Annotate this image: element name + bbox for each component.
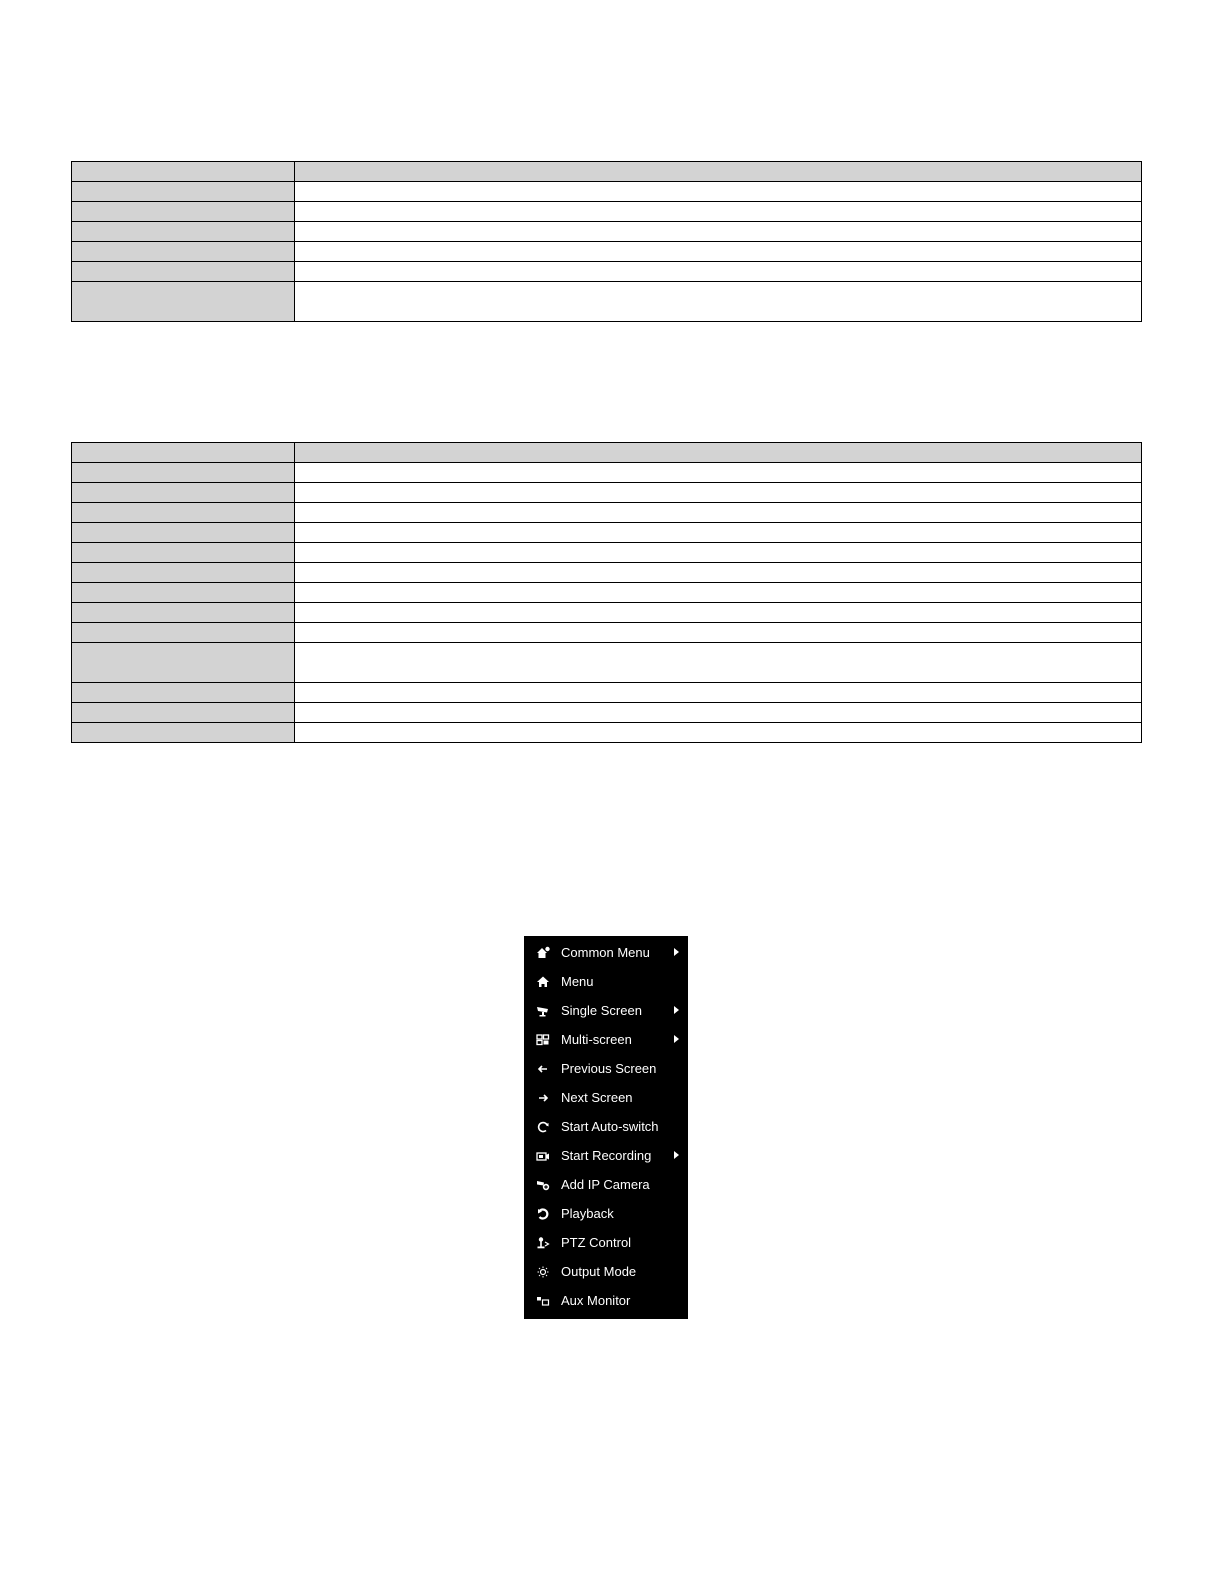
table-row bbox=[72, 202, 1142, 222]
table-row bbox=[72, 703, 1142, 723]
table-value-cell bbox=[295, 262, 1142, 282]
table-row bbox=[72, 643, 1142, 683]
arrow-left-icon bbox=[536, 1062, 550, 1076]
home-icon bbox=[536, 975, 550, 989]
submenu-arrow-icon bbox=[674, 1151, 679, 1159]
add-camera-icon bbox=[536, 1178, 550, 1192]
table-value-cell bbox=[295, 483, 1142, 503]
table-row bbox=[72, 463, 1142, 483]
table-row bbox=[72, 523, 1142, 543]
table-value-cell bbox=[295, 603, 1142, 623]
table-row bbox=[72, 262, 1142, 282]
refresh-icon bbox=[536, 1120, 550, 1134]
camera-icon bbox=[536, 1004, 550, 1018]
menu-item-next-screen[interactable] bbox=[524, 1083, 688, 1112]
table-key-cell bbox=[72, 523, 295, 543]
table-key-cell bbox=[72, 543, 295, 563]
table-header-row bbox=[72, 443, 1142, 463]
table-key-cell bbox=[72, 703, 295, 723]
menu-item-start-recording[interactable] bbox=[524, 1141, 688, 1170]
table-key-cell bbox=[72, 643, 295, 683]
table-row bbox=[72, 222, 1142, 242]
table-value-cell bbox=[295, 182, 1142, 202]
table-row bbox=[72, 683, 1142, 703]
context-menu bbox=[524, 936, 688, 1319]
playback-icon bbox=[536, 1207, 550, 1221]
menu-item-output-mode[interactable] bbox=[524, 1257, 688, 1286]
multi-screen-icon bbox=[536, 1033, 550, 1047]
menu-item-single-screen[interactable] bbox=[524, 996, 688, 1025]
table-value-cell bbox=[295, 543, 1142, 563]
table-row bbox=[72, 623, 1142, 643]
table-row bbox=[72, 583, 1142, 603]
table-row bbox=[72, 503, 1142, 523]
arrow-right-icon bbox=[536, 1091, 550, 1105]
table-value-cell bbox=[295, 623, 1142, 643]
menu-item-ptz-control[interactable] bbox=[524, 1228, 688, 1257]
ptz-icon bbox=[536, 1236, 550, 1250]
table-row bbox=[72, 723, 1142, 743]
aux-monitor-icon bbox=[536, 1294, 550, 1308]
table-key-cell bbox=[72, 723, 295, 743]
record-icon bbox=[536, 1149, 550, 1163]
menu-item-label: Previous Screen bbox=[561, 1061, 657, 1076]
submenu-arrow-icon bbox=[674, 1006, 679, 1014]
table-value-cell bbox=[295, 202, 1142, 222]
table-key-cell bbox=[72, 222, 295, 242]
menu-item-multi-screen[interactable] bbox=[524, 1025, 688, 1054]
table-value-cell bbox=[295, 643, 1142, 683]
menu-item-label: Aux Monitor bbox=[561, 1293, 631, 1308]
menu-item-label: Start Auto-switch bbox=[561, 1119, 659, 1134]
table-row bbox=[72, 182, 1142, 202]
menu-item-start-auto-switch[interactable] bbox=[524, 1112, 688, 1141]
table-key-cell bbox=[72, 563, 295, 583]
table-value-cell bbox=[295, 723, 1142, 743]
menu-item-previous-screen[interactable] bbox=[524, 1054, 688, 1083]
submenu-arrow-icon bbox=[674, 1035, 679, 1043]
common-menu-icon bbox=[536, 946, 550, 960]
menu-item-label: Playback bbox=[561, 1206, 614, 1221]
table-key-cell bbox=[72, 282, 295, 322]
table-header-cell bbox=[295, 443, 1142, 463]
table-key-cell bbox=[72, 483, 295, 503]
table-row bbox=[72, 563, 1142, 583]
menu-item-label: Add IP Camera bbox=[561, 1177, 650, 1192]
menu-item-label: Multi-screen bbox=[561, 1032, 632, 1047]
table-value-cell bbox=[295, 503, 1142, 523]
menu-item-label: Next Screen bbox=[561, 1090, 633, 1105]
table-key-cell bbox=[72, 242, 295, 262]
sun-icon bbox=[536, 1265, 550, 1279]
table-row bbox=[72, 543, 1142, 563]
submenu-arrow-icon bbox=[674, 948, 679, 956]
menu-item-label: Single Screen bbox=[561, 1003, 642, 1018]
table-2 bbox=[71, 442, 1142, 743]
table-key-cell bbox=[72, 623, 295, 643]
table-value-cell bbox=[295, 583, 1142, 603]
table-header-cell bbox=[72, 443, 295, 463]
table-row bbox=[72, 483, 1142, 503]
table-key-cell bbox=[72, 503, 295, 523]
table-header-row bbox=[72, 162, 1142, 182]
table-row bbox=[72, 603, 1142, 623]
table-header-cell bbox=[72, 162, 295, 182]
menu-item-aux-monitor[interactable] bbox=[524, 1286, 688, 1315]
menu-item-label: Start Recording bbox=[561, 1148, 652, 1163]
table-header-cell bbox=[295, 162, 1142, 182]
table-key-cell bbox=[72, 182, 295, 202]
menu-item-playback[interactable] bbox=[524, 1199, 688, 1228]
menu-item-menu[interactable] bbox=[524, 967, 688, 996]
table-1 bbox=[71, 161, 1142, 322]
table-value-cell bbox=[295, 683, 1142, 703]
table-value-cell bbox=[295, 703, 1142, 723]
table-key-cell bbox=[72, 202, 295, 222]
table-value-cell bbox=[295, 563, 1142, 583]
table-value-cell bbox=[295, 463, 1142, 483]
table-key-cell bbox=[72, 603, 295, 623]
table-value-cell bbox=[295, 523, 1142, 543]
table-value-cell bbox=[295, 222, 1142, 242]
table-value-cell bbox=[295, 242, 1142, 262]
table-key-cell bbox=[72, 683, 295, 703]
table-row bbox=[72, 282, 1142, 322]
table-key-cell bbox=[72, 463, 295, 483]
table-value-cell bbox=[295, 282, 1142, 322]
menu-item-add-ip-camera[interactable] bbox=[524, 1170, 688, 1199]
table-key-cell bbox=[72, 262, 295, 282]
table-key-cell bbox=[72, 583, 295, 603]
table-row bbox=[72, 242, 1142, 262]
menu-item-label: Common Menu bbox=[561, 945, 650, 960]
menu-item-common-menu[interactable] bbox=[524, 938, 688, 967]
menu-item-label: Output Mode bbox=[561, 1264, 637, 1279]
menu-item-label: PTZ Control bbox=[561, 1235, 632, 1250]
menu-item-label: Menu bbox=[561, 974, 594, 989]
